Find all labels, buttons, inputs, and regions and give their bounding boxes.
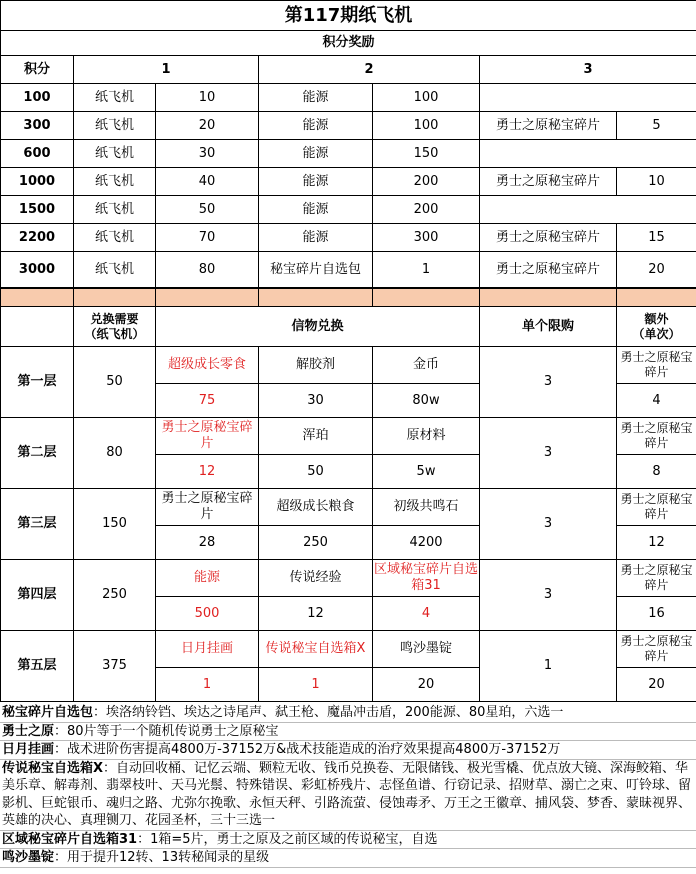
reward-row [1,224,696,252]
items-header: 信物兑换 [156,307,480,347]
exchange-item-name: 区域秘宝碎片自选箱31 [373,560,480,597]
layer-name: 第五层 [1,631,74,702]
exchange-item-name: 原材料 [373,418,480,455]
reward-item-1: 纸飞机 [74,168,156,196]
reward-qty-3: 10 [617,168,696,196]
note-line [0,704,696,723]
note-line [0,831,696,850]
layer-extra-name: 勇士之原秘宝碎片 [617,347,696,384]
reward-points: 600 [1,140,74,168]
reward-item-1: 纸飞机 [74,224,156,252]
layer-extra-qty: 16 [617,597,696,631]
reward-item-2: 能源 [259,196,373,224]
reward-row [1,252,696,288]
exchange-item-name: 传说经验 [259,560,373,597]
exchange-item-qty: 1 [156,668,259,702]
reward-row [1,84,696,112]
reward-item-2: 秘宝碎片自选包 [259,252,373,288]
reward-points: 100 [1,84,74,112]
layer-name: 第二层 [1,418,74,489]
layer-name: 第三层 [1,489,74,560]
layer-limit: 3 [480,489,617,560]
reward-item-3: 勇士之原秘宝碎片 [480,112,617,140]
reward-qty-3: 15 [617,224,696,252]
layer-row [1,347,696,384]
note-label: 鸣沙墨锭 [2,850,55,865]
points-header: 积分 [1,56,74,84]
reward-item-1: 纸飞机 [74,140,156,168]
reward-qty-1: 10 [156,84,259,112]
exchange-header-row [1,307,696,347]
reward-qty-2: 150 [373,140,480,168]
exchange-item-qty: 12 [259,597,373,631]
reward-item-1: 纸飞机 [74,84,156,112]
exchange-item-qty: 4 [373,597,480,631]
exchange-item-name: 超级成长粮食 [259,489,373,526]
exchange-table [0,288,696,702]
reward-item-2: 能源 [259,224,373,252]
reward-points: 2200 [1,224,74,252]
layer-cost: 375 [74,631,156,702]
note-label: 勇士之原 [2,723,55,739]
exchange-item-qty: 5w [373,455,480,489]
limit-header: 单个限购 [480,307,617,347]
reward-points: 300 [1,112,74,140]
reward-item-2: 能源 [259,140,373,168]
exchange-item-name: 日月挂画 [156,631,259,668]
reward-qty-2: 200 [373,168,480,196]
layer-extra-qty: 4 [617,384,696,418]
layer-name: 第四层 [1,560,74,631]
exchange-item-qty: 80w [373,384,480,418]
reward-qty-1: 30 [156,140,259,168]
note-text: ：埃洛纳铃铛、埃达之诗尾声、弑王枪、魔晶冲击盾，200能源、80星珀，六选一 [93,705,564,720]
layer-cost: 150 [74,489,156,560]
reward-item-1: 纸飞机 [74,196,156,224]
layer-limit: 3 [480,560,617,631]
exchange-item-name: 浑珀 [259,418,373,455]
exchange-item-name: 能源 [156,560,259,597]
layer-cost: 50 [74,347,156,418]
layer-limit: 1 [480,631,617,702]
exchange-item-qty: 1 [259,668,373,702]
note-line [0,849,696,868]
reward-row [1,112,696,140]
reward-row [1,196,696,224]
layer-extra-qty: 12 [617,526,696,560]
layer-row [1,560,696,597]
exchange-item-qty: 500 [156,597,259,631]
layer-row [1,418,696,455]
exchange-item-name: 金币 [373,347,480,384]
note-line [0,723,696,742]
cost-header [74,307,156,347]
layer-name: 第一层 [1,347,74,418]
reward-row [1,168,696,196]
reward-qty-2: 100 [373,112,480,140]
exchange-item-name: 鸣沙墨锭 [373,631,480,668]
reward-item-3: 勇士之原秘宝碎片 [480,168,617,196]
reward-item-2: 能源 [259,84,373,112]
reward-points: 1000 [1,168,74,196]
reward-qty-3: 20 [617,252,696,288]
page-title: 第117期纸飞机 [1,1,696,31]
layer-extra-name: 勇士之原秘宝碎片 [617,489,696,526]
reward-item-1: 纸飞机 [74,112,156,140]
note-text: ：80片等于一个随机传说勇士之原秘宝 [54,723,279,739]
exchange-item-qty: 30 [259,384,373,418]
layer-limit: 3 [480,347,617,418]
reward-points: 3000 [1,252,74,288]
note-text: ：自动回收桶、记忆云端、颗粒无收、钱币兑换卷、无限储钱、极光雪橇、优点放大镜、深海鲛箱、华美乐章、解毒剂、翡翠枝叶、天马光鬃、特殊错误、彩虹桥残片、志怪鱼谱、行窃记录、招财草、溺亡之束、叮铃球、留影机、巨蛇银币、魂归之路、尤弥尔挽歌、永恒天秤、引路流萤、侵蚀毒矛、万王之王徽章、捕风袋、梦香、蒙昧视界、英雄的决心、真理铡刀、花园圣杯，三十三选一 [2,760,692,828]
extra-header-text: 额外 （单次） [632,311,681,341]
reward-qty-1: 80 [156,252,259,288]
reward-qty-2: 100 [373,84,480,112]
note-text: ：1箱=5片，勇士之原及之前区域的传说秘宝，自选 [137,831,438,847]
reward-qty-1: 20 [156,112,259,140]
separator-row [1,289,696,307]
reward-points: 1500 [1,196,74,224]
group-header-2: 2 [259,56,480,84]
reward-qty-3: 5 [617,112,696,140]
layer-extra-qty: 20 [617,668,696,702]
note-label: 日月挂画 [2,742,55,757]
exchange-item-qty: 20 [373,668,480,702]
layer-extra-qty: 8 [617,455,696,489]
reward-item-3: 勇士之原秘宝碎片 [480,252,617,288]
layer-extra-name: 勇士之原秘宝碎片 [617,560,696,597]
layer-cost: 80 [74,418,156,489]
note-line [0,760,696,831]
exchange-item-qty: 250 [259,526,373,560]
reward-qty-2: 200 [373,196,480,224]
extra-header [617,307,696,347]
exchange-item-name: 勇士之原秘宝碎片 [156,489,259,526]
reward-qty-2: 300 [373,224,480,252]
exchange-item-name: 超级成长零食 [156,347,259,384]
exchange-item-name: 传说秘宝自选箱X [259,631,373,668]
exchange-item-qty: 75 [156,384,259,418]
reward-item-1: 纸飞机 [74,252,156,288]
notes-section [0,704,696,868]
layer-row [1,489,696,526]
group-header-1: 1 [74,56,259,84]
note-label: 区域秘宝碎片自选箱31 [2,831,138,847]
reward-qty-1: 50 [156,196,259,224]
layer-cost: 250 [74,560,156,631]
note-label: 秘宝碎片自选包 [2,705,94,720]
note-text: ：战术进阶伤害提高4800万-37152万&战术技能造成的治疗效果提高4800万-37152万 [54,742,561,757]
reward-section-title: 积分奖励 [1,31,696,56]
reward-qty-1: 70 [156,224,259,252]
note-line [0,741,696,760]
note-label: 传说秘宝自选箱X [2,760,104,776]
reward-table [0,0,696,288]
reward-item-3: 勇士之原秘宝碎片 [480,224,617,252]
exchange-item-qty: 50 [259,455,373,489]
reward-empty-cell [480,196,696,224]
group-header-3: 3 [480,56,696,84]
reward-qty-2: 1 [373,252,480,288]
exchange-item-qty: 28 [156,526,259,560]
note-text: ：用于提升12转、13转秘闻录的星级 [54,850,270,865]
reward-row [1,140,696,168]
exchange-item-qty: 4200 [373,526,480,560]
exchange-item-name: 勇士之原秘宝碎片 [156,418,259,455]
reward-empty-cell [480,84,696,112]
reward-qty-1: 40 [156,168,259,196]
exchange-item-name: 初级共鸣石 [373,489,480,526]
reward-empty-cell [480,140,696,168]
cost-header-text: 兑换需要 （纸飞机） [84,311,145,341]
exchange-item-qty: 12 [156,455,259,489]
layer-limit: 3 [480,418,617,489]
layer-extra-name: 勇士之原秘宝碎片 [617,631,696,668]
reward-item-2: 能源 [259,112,373,140]
exchange-item-name: 解胶剂 [259,347,373,384]
layer-row [1,631,696,668]
reward-item-2: 能源 [259,168,373,196]
layer-extra-name: 勇士之原秘宝碎片 [617,418,696,455]
